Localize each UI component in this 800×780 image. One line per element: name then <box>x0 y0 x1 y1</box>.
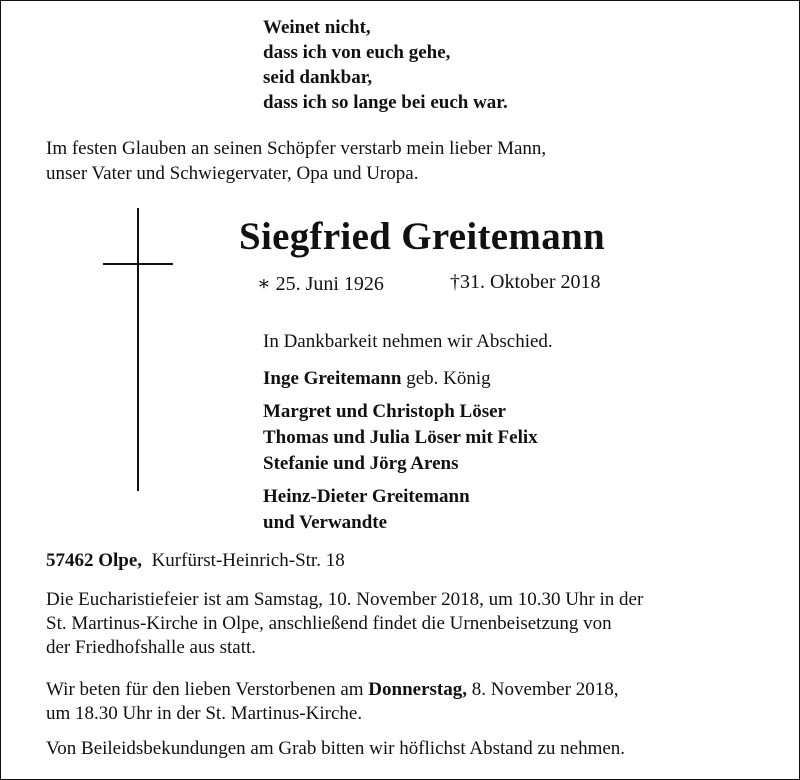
family-group <box>263 484 470 536</box>
birth-star-icon: ∗ <box>257 273 271 295</box>
poem <box>263 15 508 115</box>
birth-date: ∗ 25. Juni 1926 <box>257 273 384 295</box>
family-member: Stefanie und Jörg Arens <box>263 453 459 474</box>
family-member: und Verwandte <box>263 512 388 533</box>
intro-line: unser Vater und Schwiegervater, Opa und Uropa. <box>46 163 419 184</box>
condolence-note: Von Beileidsbekundungen am Grab bitten wir höflichst Abstand zu nehmen. <box>46 738 626 759</box>
family-group <box>263 399 538 477</box>
postal-city: 57462 Olpe, <box>46 550 143 571</box>
farewell-text: In Dankbarkeit nehmen wir Abschied. <box>263 331 553 352</box>
poem-line: seid dankbar, <box>263 67 373 88</box>
death-date: †31. Oktober 2018 <box>450 271 601 293</box>
family-member: Margret und Christoph Löser <box>263 401 506 422</box>
poem-line: dass ich von euch gehe, <box>263 42 451 63</box>
widow-maiden-name: geb. König <box>406 368 491 389</box>
family-member: Thomas und Julia Löser mit Felix <box>263 427 538 448</box>
poem-line: dass ich so lange bei euch war. <box>263 92 508 113</box>
service-info: Die Eucharistiefeier ist am Samstag, 10. November 2018, um 10.30 Uhr in der St. Martinus-Kirche in Olpe, anschließend findet die Urnenbeisetzung von der Friedhofshalle aus statt. <box>46 589 644 658</box>
death-cross-icon: † <box>450 271 460 293</box>
widow <box>263 366 491 392</box>
street: Kurfürst-Heinrich-Str. 18 <box>151 550 345 571</box>
address <box>46 550 345 572</box>
intro-text <box>46 136 546 186</box>
poem-line: Weinet nicht, <box>263 17 371 38</box>
family-member: Heinz-Dieter Greitemann <box>263 486 470 507</box>
intro-line: Im festen Glauben an seinen Schöpfer verstarb mein lieber Mann, <box>46 138 547 159</box>
widow-name: Inge Greitemann <box>263 368 402 389</box>
prayer-info: Wir beten für den lieben Verstorbenen am Donnerstag, 8. November 2018, um 18.30 Uhr in der St. Martinus-Kirche. <box>46 679 619 724</box>
deceased-name: Siegfried Greitemann <box>239 215 605 258</box>
